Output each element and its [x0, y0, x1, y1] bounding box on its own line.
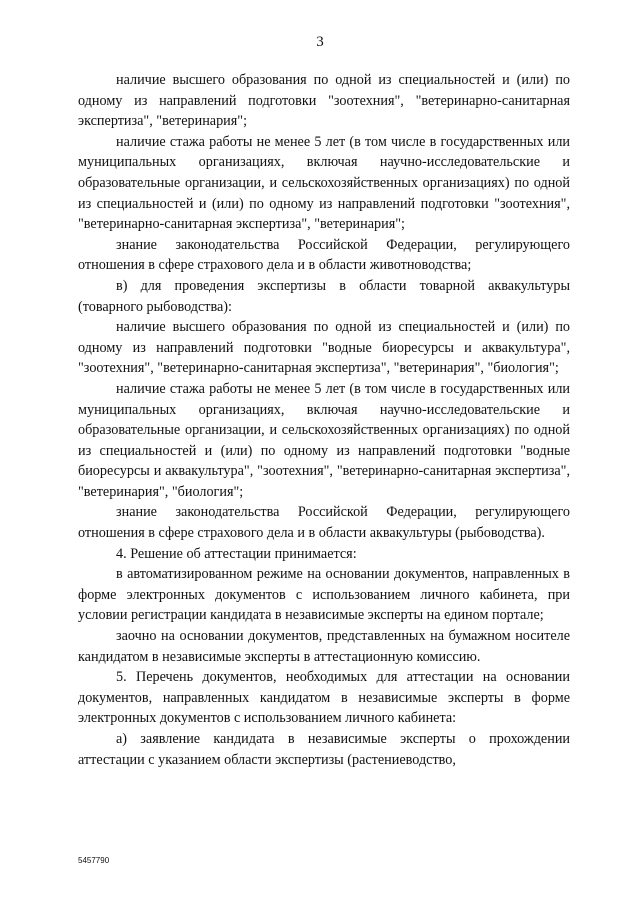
paragraph: 5. Перечень документов, необходимых для аттестации на основании документов, направленных кандидатом в независимые эксперты в форме электронных документов с использованием личного кабинета: — [78, 669, 570, 727]
paragraph: заочно на основании документов, представленных на бумажном носителе кандидатом в независимые эксперты в аттестационную комиссию. — [78, 628, 570, 665]
paragraph: наличие высшего образования по одной из специальностей и (или) по одному из направлений подготовки "водные биоресурсы и аквакультура", "зоотехния", "ветеринарно-санитарная экспертиза", "ветеринария", "биология"; — [78, 319, 570, 377]
paragraph: знание законодательства Российской Федерации, регулирующего отношения в сфере страхового дела и в области аквакультуры (рыбоводства). — [78, 504, 570, 542]
page-number: 3 — [316, 34, 324, 50]
paragraph: наличие стажа работы не менее 5 лет (в том числе в государственных или муниципальных организациях, включая научно-исследовательские и образовательные организации, и сельскохозяйственных организациях) по одной из специальностей и (или) по одному из направлений подготовки "зоотехния", "ветеринарно-санитарная экспертиза", "ветеринария"; — [78, 133, 570, 233]
paragraph: в автоматизированном режиме на основании документов, направленных в форме электронных документов с использованием личного кабинета, при условии регистрации кандидата в независимые эксперты на едином портале; — [78, 566, 570, 624]
paragraph: наличие стажа работы не менее 5 лет (в том числе в государственных или муниципальных организациях, включая научно-исследовательские и образовательные организации, и сельскохозяйственных организациях) по одной из специальностей и (или) по одному из направлений подготовки "водные биоресурсы и аквакультура", "зоотехния", "ветеринарно-санитарная экспертиза", "ветеринария", "биология"; — [78, 380, 570, 500]
document-body — [78, 70, 570, 770]
paragraph: знание законодательства Российской Федерации, регулирующего отношения в сфере страхового дела и в области животноводства; — [78, 236, 570, 274]
paragraph: в) для проведения экспертизы в области товарной аквакультуры (товарного рыбоводства): — [78, 277, 570, 315]
document-code: 5457790 — [78, 856, 110, 865]
paragraph: а) заявление кандидата в независимые эксперты о прохождении аттестации с указанием области экспертизы (растениеводство, — [78, 731, 570, 768]
paragraph: наличие высшего образования по одной из специальностей и (или) по одному из направлений подготовки "зоотехния", "ветеринарно-санитарная экспертиза", "ветеринария"; — [78, 72, 570, 130]
paragraph: 4. Решение об аттестации принимается: — [116, 545, 357, 562]
